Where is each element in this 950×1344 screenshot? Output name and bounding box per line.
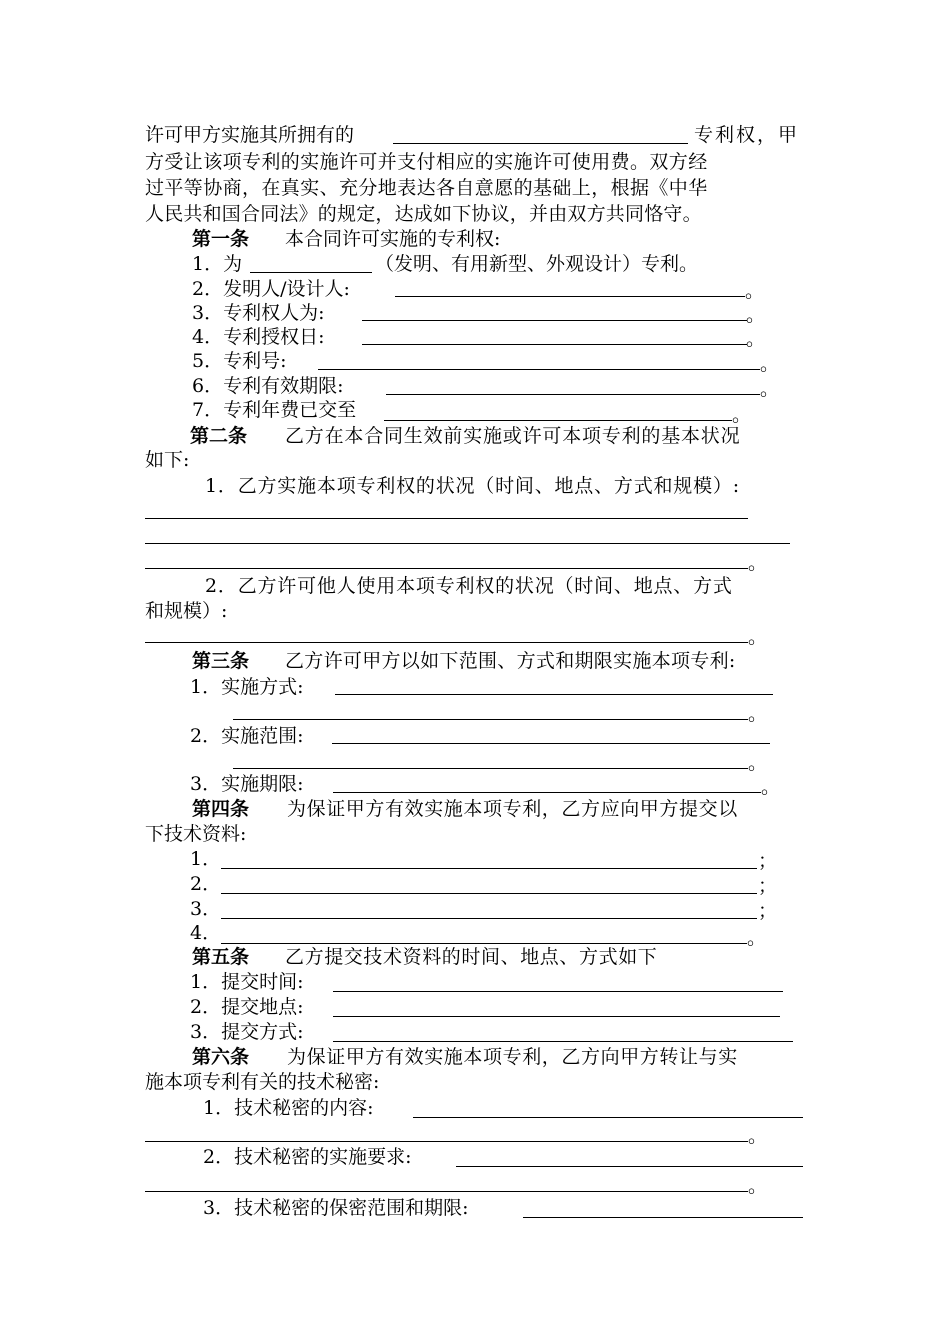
art1-item1-suffix: （发明、有用新型、外观设计）专利。	[375, 253, 699, 275]
art5-item2-label: 2．提交地点:	[190, 996, 304, 1018]
article-5-heading: 第五条	[192, 946, 250, 968]
art1-item3-end: 。	[746, 304, 766, 326]
art2-item1-end: 。	[748, 552, 768, 574]
validity-blank[interactable]	[386, 394, 760, 395]
art4-item4-end: 。	[747, 927, 767, 949]
intro-line4: 人民共和国合同法》的规定，达成如下协议，并由双方共同恪守。	[145, 203, 702, 225]
secret-scope-blank[interactable]	[523, 1217, 803, 1218]
art5-item1-label: 1．提交时间:	[190, 971, 304, 993]
intro-line2: 方受让该项专利的实施许可并支付相应的实施许可使用费。双方经	[145, 151, 708, 173]
art4-item2-end: ；	[758, 875, 778, 897]
art1-item6-label: 6．专利有效期限:	[192, 375, 344, 397]
art3-item2-label: 2．实施范围:	[190, 725, 304, 747]
tech-doc-blank-2[interactable]	[221, 893, 757, 894]
art3-item1-label: 1．实施方式:	[190, 676, 304, 698]
art6-item2-end: 。	[748, 1175, 768, 1197]
tech-doc-blank-1[interactable]	[221, 868, 757, 869]
article-4-cont: 下技术资料:	[145, 823, 247, 845]
art3-item3-end: 。	[761, 776, 781, 798]
article-3-heading: 第三条	[192, 650, 250, 672]
article-3-text: 乙方许可甲方以如下范围、方式和期限实施本项专利:	[285, 650, 736, 672]
patent-number-blank[interactable]	[318, 369, 760, 370]
art2-item2-end: 。	[748, 626, 768, 648]
art1-item4-label: 4．专利授权日:	[192, 326, 325, 348]
submit-time-blank[interactable]	[333, 991, 783, 992]
term-blank[interactable]	[333, 792, 761, 793]
intro-line3: 过平等协商，在真实、充分地表达各自意愿的基础上，根据《中华	[145, 177, 708, 199]
intro-line1-before: 许可甲方实施其所拥有的	[145, 124, 355, 146]
article-2-heading: 第二条	[190, 425, 248, 447]
art2-item2-cont: 和规模）:	[145, 600, 228, 622]
tech-doc-blank-4[interactable]	[221, 943, 747, 944]
art3-item1-end: 。	[748, 703, 768, 725]
article-2-text: 乙方在本合同生效前实施或许可本项专利的基本状况	[285, 425, 741, 447]
art1-item7-end: 。	[732, 404, 752, 426]
art6-item2-label: 2．技术秘密的实施要求:	[203, 1146, 412, 1168]
art6-item1-label: 1．技术秘密的内容:	[203, 1097, 374, 1119]
secret-content-blank-2[interactable]	[145, 1141, 748, 1142]
art1-item1-label: 1．为	[192, 253, 243, 275]
art4-item4-label: 4．	[190, 922, 222, 944]
own-use-blank-3[interactable]	[145, 568, 748, 569]
art3-item2-end: 。	[748, 752, 768, 774]
art4-item2-label: 2．	[190, 873, 222, 895]
license-others-blank[interactable]	[145, 642, 748, 643]
method-blank-2[interactable]	[233, 719, 748, 720]
art6-item1-end: 。	[748, 1125, 768, 1147]
article-4-heading: 第四条	[192, 798, 250, 820]
art3-item3-label: 3．实施期限:	[190, 773, 304, 795]
annual-fee-blank[interactable]	[384, 420, 732, 421]
article-1-text: 本合同许可实施的专利权:	[285, 228, 501, 250]
art6-item3-label: 3．技术秘密的保密范围和期限:	[203, 1197, 469, 1219]
method-blank-1[interactable]	[335, 694, 773, 695]
art2-item2-label: 2．乙方许可他人使用本项专利权的状况（时间、地点、方式	[205, 575, 733, 597]
art1-item5-end: 。	[760, 353, 780, 375]
scope-blank-1[interactable]	[332, 743, 770, 744]
inventor-blank[interactable]	[395, 296, 745, 297]
submit-place-blank[interactable]	[333, 1016, 780, 1017]
article-6-heading: 第六条	[192, 1046, 250, 1068]
art4-item1-end: ；	[758, 850, 778, 872]
intro-line1-after: 专利权，甲	[694, 124, 800, 146]
patent-type-blank[interactable]	[250, 272, 372, 273]
secret-requirement-blank-1[interactable]	[456, 1166, 803, 1167]
art2-item1-label: 1．乙方实施本项专利权的状况（时间、地点、方式和规模）:	[205, 475, 740, 497]
art4-item1-label: 1．	[190, 848, 222, 870]
scope-blank-2[interactable]	[233, 768, 748, 769]
article-1-heading: 第一条	[192, 228, 250, 250]
submit-method-blank[interactable]	[333, 1041, 793, 1042]
article-6-text: 为保证甲方有效实施本项专利，乙方向甲方转让与实	[287, 1046, 738, 1068]
patent-name-blank[interactable]	[393, 143, 688, 144]
art1-item4-end: 。	[746, 328, 766, 350]
secret-requirement-blank-2[interactable]	[145, 1191, 748, 1192]
art1-item2-end: 。	[745, 280, 765, 302]
art1-item5-label: 5．专利号:	[192, 350, 287, 372]
art5-item3-label: 3．提交方式:	[190, 1021, 304, 1043]
article-2-cont: 如下:	[145, 449, 190, 471]
secret-content-blank-1[interactable]	[413, 1117, 803, 1118]
art4-item3-label: 3．	[190, 898, 222, 920]
art1-item2-label: 2．发明人/设计人:	[192, 278, 350, 300]
art1-item6-end: 。	[760, 378, 780, 400]
art4-item3-end: ；	[758, 900, 778, 922]
grant-date-blank[interactable]	[362, 344, 747, 345]
art1-item3-label: 3．专利权人为:	[192, 302, 325, 324]
article-5-text: 乙方提交技术资料的时间、地点、方式如下	[285, 946, 658, 968]
own-use-blank-1[interactable]	[145, 518, 748, 519]
own-use-blank-2[interactable]	[145, 543, 790, 544]
article-4-text: 为保证甲方有效实施本项专利，乙方应向甲方提交以	[287, 798, 738, 820]
patentee-blank[interactable]	[362, 320, 747, 321]
art1-item7-label: 7．专利年费已交至	[192, 399, 357, 421]
article-6-cont: 施本项专利有关的技术秘密:	[145, 1071, 380, 1093]
tech-doc-blank-3[interactable]	[221, 918, 757, 919]
